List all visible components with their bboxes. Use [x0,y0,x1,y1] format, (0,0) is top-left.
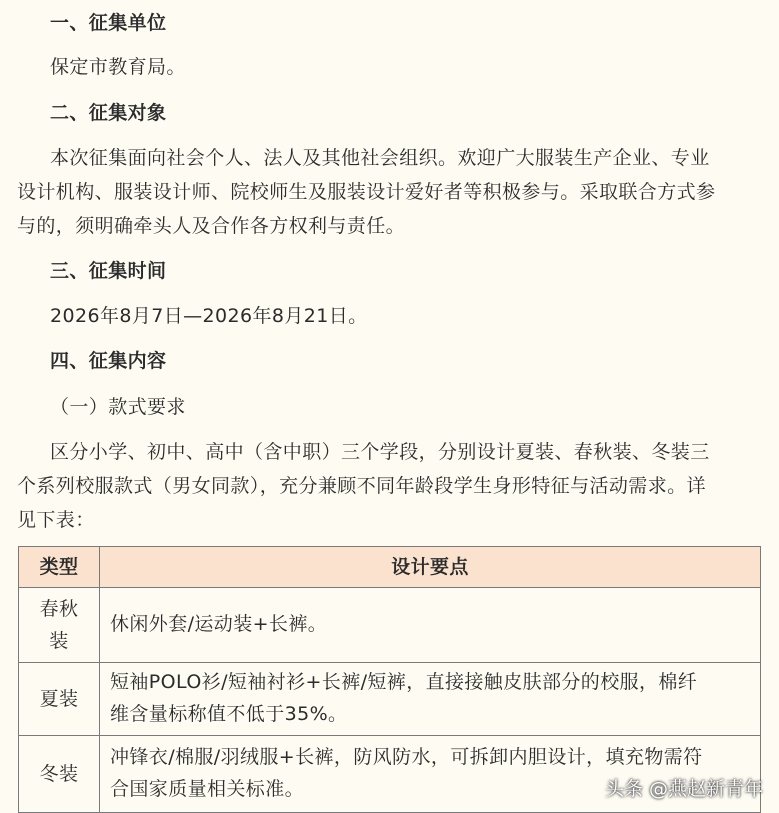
design-points-cell [100,588,761,663]
content-line-3: 见下表： [17,509,95,531]
type-cell [19,736,100,813]
table-row [19,663,761,736]
target-line-1: 本次征集面向社会个人、法人及其他社会组织。欢迎广大服装生产企业、专业 [50,147,710,169]
source-watermark: 头条 @燕赵新青年 [604,778,763,800]
type-cell [19,588,100,663]
design-points-text: 短袖POLO衫/短袖衬衫+长裤/短裤，直接接触皮肤部分的校服，棉纤 [110,671,698,693]
design-points-text: 休闲外套/运动装+长裤。 [110,613,328,635]
content-line-2: 个系列校服款式（男女同款），充分兼顾不同年龄段学生身形特征与活动需求。详 [17,475,706,497]
type-text: 冬装 [39,763,79,785]
heading-collecting-unit: 一、征集单位 [50,12,167,34]
table-header-row [19,547,761,588]
subheading-style-requirements: （一）款式要求 [50,396,186,418]
design-points-text: 维含量标称值不低于35%。 [110,703,348,725]
collecting-time-text: 2026年8月7日—2026年8月21日。 [50,305,368,327]
uniform-design-table [18,546,761,813]
header-type: 类型 [19,547,100,588]
type-text: 春秋 [39,598,79,620]
header-design-points: 设计要点 [100,547,761,588]
heading-collecting-content: 四、征集内容 [50,350,167,372]
type-text: 装 [49,630,69,652]
heading-collecting-target: 二、征集对象 [50,102,167,124]
type-cell [19,663,100,736]
target-line-3: 与的，须明确牵头人及合作各方权利与责任。 [17,215,406,237]
heading-collecting-time: 三、征集时间 [50,260,167,282]
collecting-unit-text: 保定市教育局。 [50,56,186,78]
content-line-1: 区分小学、初中、高中（含中职）三个学段，分别设计夏装、春秋装、冬装三 [50,441,710,463]
design-points-text: 合国家质量相关标准。 [110,778,305,800]
design-points-text: 冲锋衣/棉服/羽绒服+长裤，防风防水，可拆卸内胆设计，填充物需符 [110,746,703,768]
design-points-cell [100,663,761,736]
target-line-2: 设计机构、服装设计师、院校师生及服装设计爱好者等积极参与。采取联合方式参 [17,181,716,203]
table-row [19,588,761,663]
type-text: 夏装 [39,688,79,710]
